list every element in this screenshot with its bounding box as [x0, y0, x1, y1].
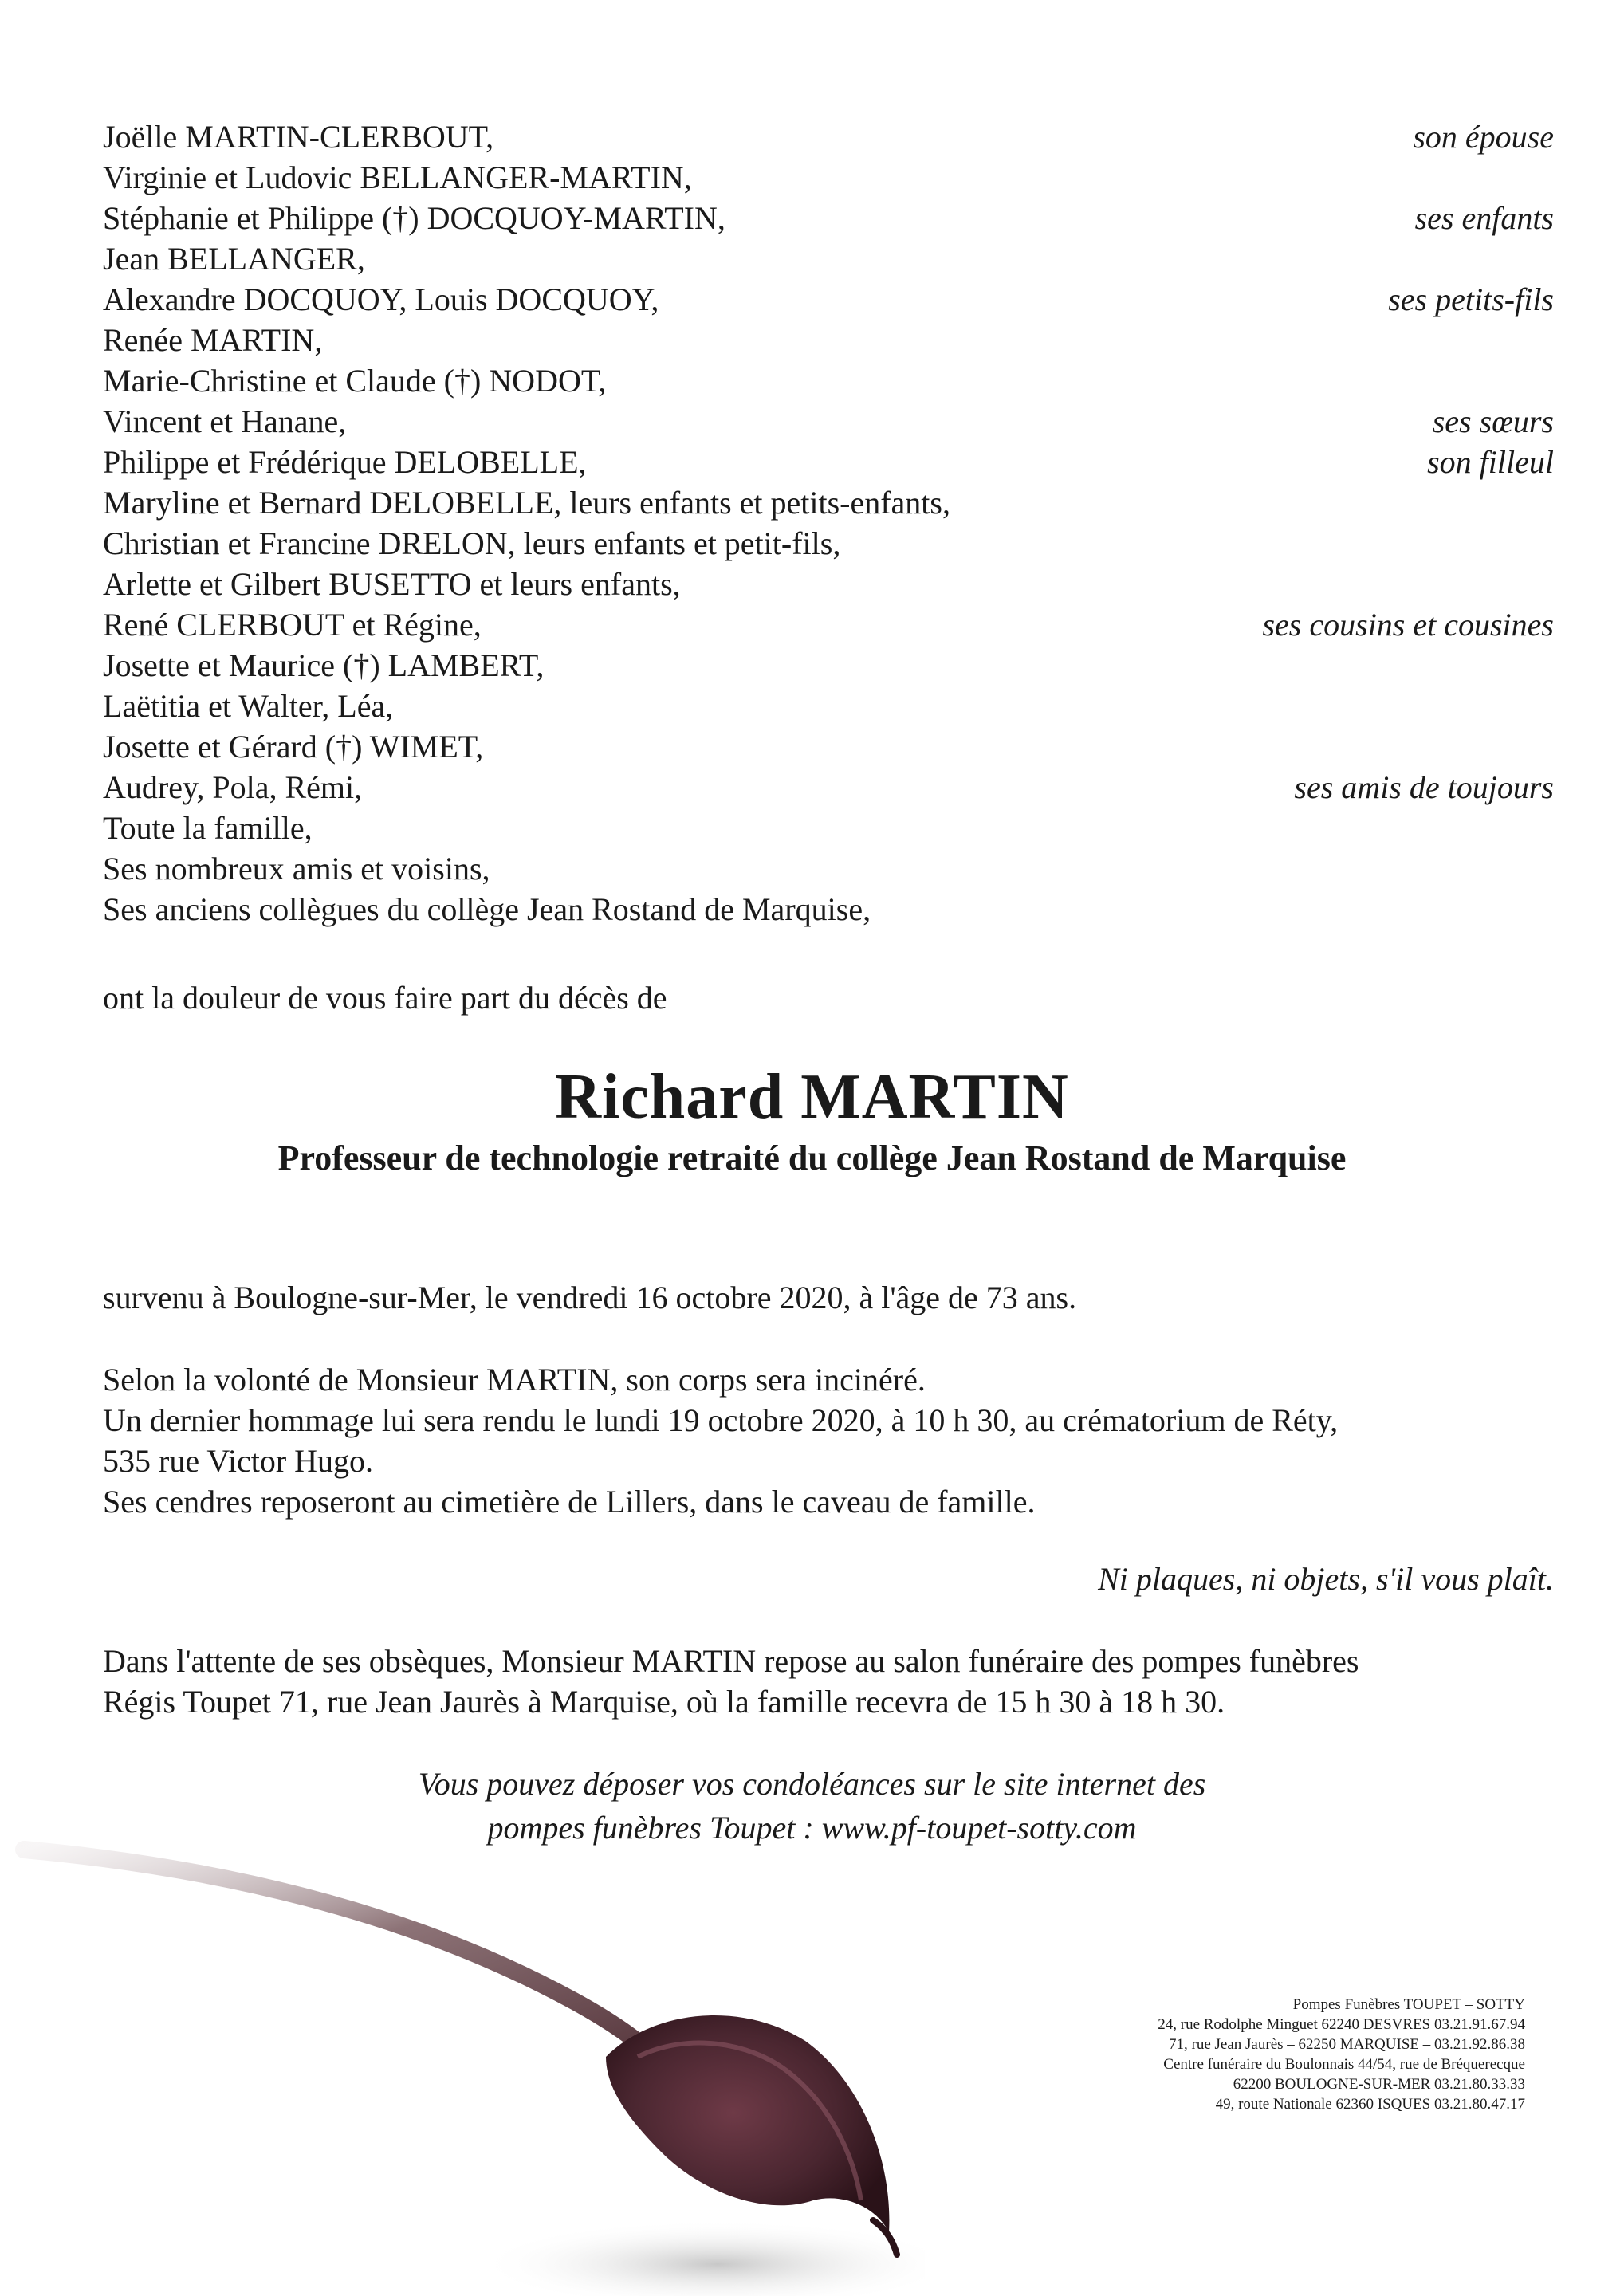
family-row: [103, 401, 1554, 442]
condolences-line: pompes funèbres Toupet : www.pf-toupet-sotty.com: [487, 1810, 1137, 1846]
family-name: Arlette et Gilbert BUSETTO et leurs enfants,: [103, 566, 681, 602]
announcement-intro: ont la douleur de vous faire part du décès de: [103, 980, 667, 1016]
family-row: [103, 116, 1554, 157]
funeral-arrangements: [103, 1359, 1338, 1522]
family-name: Joëlle MARTIN-CLERBOUT,: [103, 119, 494, 155]
family-row: [103, 198, 1554, 238]
family-row: [103, 604, 1554, 645]
family-row: [103, 442, 1554, 482]
family-name: Marie-Christine et Claude (†) NODOT,: [103, 363, 607, 399]
family-relation: ses sœurs: [1432, 403, 1554, 439]
family-name: Ses nombreux amis et voisins,: [103, 851, 490, 887]
arrangement-line: Selon la volonté de Monsieur MARTIN, son corps sera incinéré.: [103, 1362, 926, 1398]
family-name: Audrey, Pola, Rémi,: [103, 769, 363, 805]
family-row: [103, 645, 1554, 686]
family-name: Virginie et Ludovic BELLANGER-MARTIN,: [103, 159, 692, 195]
family-relation: son filleul: [1427, 444, 1554, 480]
funeral-home-line: 71, rue Jean Jaurès – 62250 MARQUISE – 03.21.92.86.38: [1169, 2036, 1525, 2053]
family-relation: ses petits-fils: [1388, 281, 1554, 317]
family-row: [103, 848, 1554, 889]
wake-line: Dans l'attente de ses obsèques, Monsieur MARTIN repose au salon funéraire des pompes funèbres: [103, 1643, 1359, 1679]
family-name: Toute la famille,: [103, 810, 313, 846]
family-name: Laëtitia et Walter, Léa,: [103, 688, 394, 724]
family-relation: ses amis de toujours: [1294, 769, 1554, 805]
funeral-home-contact: [1158, 1995, 1525, 2114]
family-row: [103, 238, 1554, 279]
deceased-name: Richard MARTIN: [555, 1062, 1069, 1132]
family-row: [103, 808, 1554, 848]
family-row: [103, 157, 1554, 198]
family-relation: son épouse: [1413, 119, 1554, 155]
family-row: [103, 523, 1554, 564]
family-row: [103, 320, 1554, 360]
family-name: Josette et Maurice (†) LAMBERT,: [103, 647, 545, 683]
wake-line: Régis Toupet 71, rue Jean Jaurès à Marquise, où la famille recevra de 15 h 30 à 18 h 30.: [103, 1684, 1225, 1720]
funeral-home-line: Pompes Funèbres TOUPET – SOTTY: [1292, 1996, 1525, 2013]
funeral-home-line: 62200 BOULOGNE-SUR-MER 03.21.80.33.33: [1233, 2076, 1525, 2093]
family-relation: ses enfants: [1414, 200, 1554, 236]
family-name: Ses anciens collègues du collège Jean Rostand de Marquise,: [103, 891, 871, 927]
arrangement-line: 535 rue Victor Hugo.: [103, 1443, 374, 1479]
family-name: Josette et Gérard (†) WIMET,: [103, 729, 484, 765]
family-row: [103, 279, 1554, 320]
funeral-home-line: 49, route Nationale 62360 ISQUES 03.21.80.47.17: [1215, 2096, 1525, 2113]
family-name: Philippe et Frédérique DELOBELLE,: [103, 444, 587, 480]
flowers-request: Ni plaques, ni objets, s'il vous plaît.: [1098, 1561, 1554, 1597]
family-name: René CLERBOUT et Régine,: [103, 607, 482, 643]
family-name: Maryline et Bernard DELOBELLE, leurs enfants et petits-enfants,: [103, 485, 950, 521]
family-row: [103, 564, 1554, 604]
death-notice: survenu à Boulogne-sur-Mer, le vendredi 16 octobre 2020, à l'âge de 73 ans.: [103, 1280, 1077, 1315]
funeral-home-line: 24, rue Rodolphe Minguet 62240 DESVRES 03.21.91.67.94: [1158, 2016, 1525, 2033]
family-name: Vincent et Hanane,: [103, 403, 347, 439]
arrangement-line: Un dernier hommage lui sera rendu le lundi 19 octobre 2020, à 10 h 30, au crématorium de Réty,: [103, 1402, 1339, 1438]
family-name: Stéphanie et Philippe (†) DOCQUOY-MARTIN,: [103, 200, 725, 236]
family-row: [103, 767, 1554, 808]
arrangement-line: Ses cendres reposeront au cimetière de Lillers, dans le caveau de famille.: [103, 1484, 1036, 1520]
family-list: [103, 116, 1554, 930]
wake-information: [103, 1641, 1359, 1722]
family-relation: ses cousins et cousines: [1262, 607, 1554, 643]
family-row: [103, 482, 1554, 523]
deceased-title: Professeur de technologie retraité du collège Jean Rostand de Marquise: [277, 1138, 1347, 1177]
condolences-line: Vous pouvez déposer vos condoléances sur le site internet des: [418, 1766, 1206, 1802]
funeral-home-line: Centre funéraire du Boulonnais 44/54, rue de Bréquerecque: [1163, 2056, 1525, 2073]
family-name: Jean BELLANGER,: [103, 241, 365, 277]
family-row: [103, 686, 1554, 726]
family-name: Renée MARTIN,: [103, 322, 323, 358]
family-row: [103, 726, 1554, 767]
family-name: Christian et Francine DRELON, leurs enfants et petit-fils,: [103, 525, 841, 561]
family-row: [103, 360, 1554, 401]
family-name: Alexandre DOCQUOY, Louis DOCQUOY,: [103, 281, 659, 317]
calla-lily-illustration: [0, 1818, 925, 2296]
family-row: [103, 889, 1554, 930]
